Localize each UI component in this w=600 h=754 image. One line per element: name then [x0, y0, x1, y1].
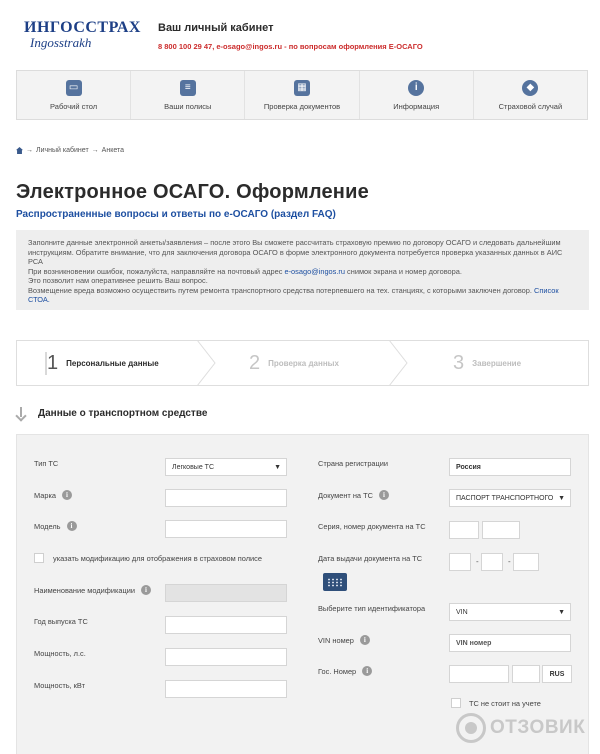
step-divider — [389, 340, 409, 386]
step-divider — [197, 340, 217, 386]
info-text: Заполните данные электронной анкеты/заявления – после этого Вы сможете рассчитать страховую премию по договору ОСАГО и следовать дальнейшим инструкциям. Обратите внимание, что для заключения договора ОСАГО в форме электронного документа потребуется проверка указанных данных в АИС РСА — [28, 238, 563, 266]
chevron-down-icon: ▼ — [558, 609, 565, 616]
nav-label: Страховой случай — [498, 101, 563, 111]
desktop-icon: ▭ — [66, 80, 82, 96]
doc-select[interactable]: ПАСПОРТ ТРАНСПОРТНОГО ▼ — [449, 489, 571, 507]
nav-item-documents[interactable] — [245, 71, 359, 119]
doc-series-label: Серия, номер документа на ТС — [318, 522, 426, 531]
step-number: 1 — [47, 351, 59, 374]
country-label: Страна регистрации — [318, 459, 389, 468]
step-number: 3 — [453, 351, 465, 374]
step-personal-data[interactable] — [45, 341, 159, 385]
breadcrumb-cabinet[interactable]: Личный кабинет — [36, 147, 89, 154]
not-registered-checkbox[interactable] — [451, 698, 461, 708]
doc-date-day[interactable] — [449, 553, 471, 571]
info-icon[interactable]: i — [62, 490, 72, 500]
step-number: 2 — [249, 351, 261, 374]
section-title[interactable] — [16, 407, 207, 419]
brand-input[interactable] — [165, 489, 287, 507]
otzovik-logo-icon — [456, 713, 486, 743]
nav-label: Рабочий стол — [50, 101, 98, 111]
otzovik-watermark — [456, 712, 594, 744]
breadcrumb — [16, 147, 124, 154]
arrow-down-icon — [16, 407, 26, 419]
modification-checkbox-label[interactable]: указать модификацию для отображения в страховом полисе — [53, 554, 262, 563]
doc-number-input[interactable] — [482, 521, 520, 539]
step-label: Проверка данных — [268, 358, 339, 368]
country-input[interactable]: Россия — [449, 458, 571, 476]
model-label: Модель i — [34, 521, 77, 531]
gos-number-label: Гос. Номер i — [318, 666, 372, 676]
doc-series-input[interactable] — [449, 521, 479, 539]
power-hp-input[interactable] — [165, 648, 287, 666]
gos-country-code: RUS — [542, 665, 572, 683]
gos-region-input[interactable] — [512, 665, 540, 683]
header — [0, 0, 600, 64]
sto-list-link[interactable]: Список СТОА. — [28, 285, 559, 304]
page-title: Электронное ОСАГО. Оформление — [16, 181, 369, 203]
section-title-text: Данные о транспортном средстве — [38, 407, 208, 419]
power-hp-label: Мощность, л.с. — [34, 649, 86, 658]
info-icon: i — [408, 80, 424, 96]
steps-bar — [16, 340, 589, 386]
info-text: При возникновении ошибок, пожалуйста, направляйте на почтовый адрес e-osago@ingos.ru снимок экрана и номер договора. — [28, 266, 462, 276]
faq-link[interactable]: Распространенные вопросы и ответы по е-ОСАГО (раздел FAQ) — [16, 209, 336, 220]
watermark-text: ОТЗОВИК — [490, 717, 586, 738]
vehicle-type-select[interactable]: Легковые ТС ▼ — [165, 458, 287, 476]
calendar-icon[interactable] — [323, 573, 347, 591]
gos-number-input[interactable] — [449, 665, 509, 683]
info-icon[interactable]: i — [67, 521, 77, 531]
info-text: Это позволит нам оперативнее решить Ваш вопрос. — [28, 276, 208, 285]
vehicle-form — [16, 434, 589, 754]
info-icon[interactable]: i — [360, 635, 370, 645]
not-registered-label[interactable]: ТС не стоит на учете — [469, 699, 541, 708]
info-icon[interactable]: i — [141, 585, 151, 595]
breadcrumb-sep: → — [26, 147, 33, 154]
vin-input[interactable]: VIN номер — [449, 634, 571, 652]
nav-label: Проверка документов — [263, 101, 341, 111]
nav-item-info[interactable] — [360, 71, 474, 119]
nav-item-policies[interactable] — [131, 71, 245, 119]
date-separator: - — [476, 557, 479, 566]
modification-name-label: Наименование модификации i — [34, 585, 151, 595]
nav-label: Информация — [393, 101, 440, 111]
logo-text: ИНГОССТРАХ — [24, 19, 141, 36]
chevron-down-icon: ▼ — [558, 495, 565, 502]
cabinet-title: Ваш личный кабинет — [158, 22, 274, 34]
policy-icon: ≡ — [180, 80, 196, 96]
nav-label: Ваши полисы — [164, 101, 212, 111]
modification-checkbox[interactable] — [34, 553, 44, 563]
doc-date-label: Дата выдачи документа на ТС — [318, 554, 423, 563]
power-kw-label: Мощность, кВт — [34, 681, 85, 690]
model-input[interactable] — [165, 520, 287, 538]
breadcrumb-sep: → — [91, 147, 99, 154]
vin-label: VIN номер i — [318, 635, 370, 645]
doc-date-year[interactable] — [513, 553, 539, 571]
info-icon[interactable]: i — [379, 490, 389, 500]
contact-info: 8 800 100 29 47, e-osago@ingos.ru - по вопросам оформления Е-ОСАГО — [158, 42, 423, 51]
fire-icon: ◆ — [522, 80, 538, 96]
doc-date-month[interactable] — [481, 553, 503, 571]
doc-label: Документ на ТС i — [318, 490, 389, 500]
year-label: Год выпуска ТС — [34, 617, 88, 626]
home-icon[interactable] — [16, 147, 23, 154]
breadcrumb-current: Анкета — [101, 147, 125, 154]
vehicle-type-label: Тип ТС — [34, 459, 59, 468]
ingosstrakh-logo[interactable] — [24, 19, 141, 60]
nav-item-insurance-case[interactable] — [474, 71, 587, 119]
step-verification[interactable] — [249, 341, 339, 385]
step-label: Персональные данные — [66, 358, 159, 368]
year-input[interactable] — [165, 616, 287, 634]
date-separator: - — [508, 557, 511, 566]
chevron-down-icon: ▼ — [274, 464, 281, 471]
nav-item-desktop[interactable] — [17, 71, 131, 119]
info-icon[interactable]: i — [362, 666, 372, 676]
info-text: Возмещение вреда возможно осуществить путем ремонта транспортного средства потерпевшего на тех. станциях, с которыми заключен договор. Список СТОА. — [28, 285, 559, 304]
calculator-icon: ▦ — [294, 80, 310, 96]
modification-name-input — [165, 584, 287, 602]
step-completion[interactable] — [453, 341, 521, 385]
power-kw-input[interactable] — [165, 680, 287, 698]
main-nav — [16, 70, 588, 120]
id-type-label: Выберите тип идентификатора — [318, 604, 426, 613]
step-label: Завершение — [472, 358, 522, 368]
info-box — [16, 230, 589, 310]
email-link[interactable]: e-osago@ingos.ru — [284, 266, 345, 276]
logo-subtext: Ingosstrakh — [30, 35, 92, 50]
brand-label: Марка i — [34, 490, 72, 500]
id-type-select[interactable]: VIN ▼ — [449, 603, 571, 621]
